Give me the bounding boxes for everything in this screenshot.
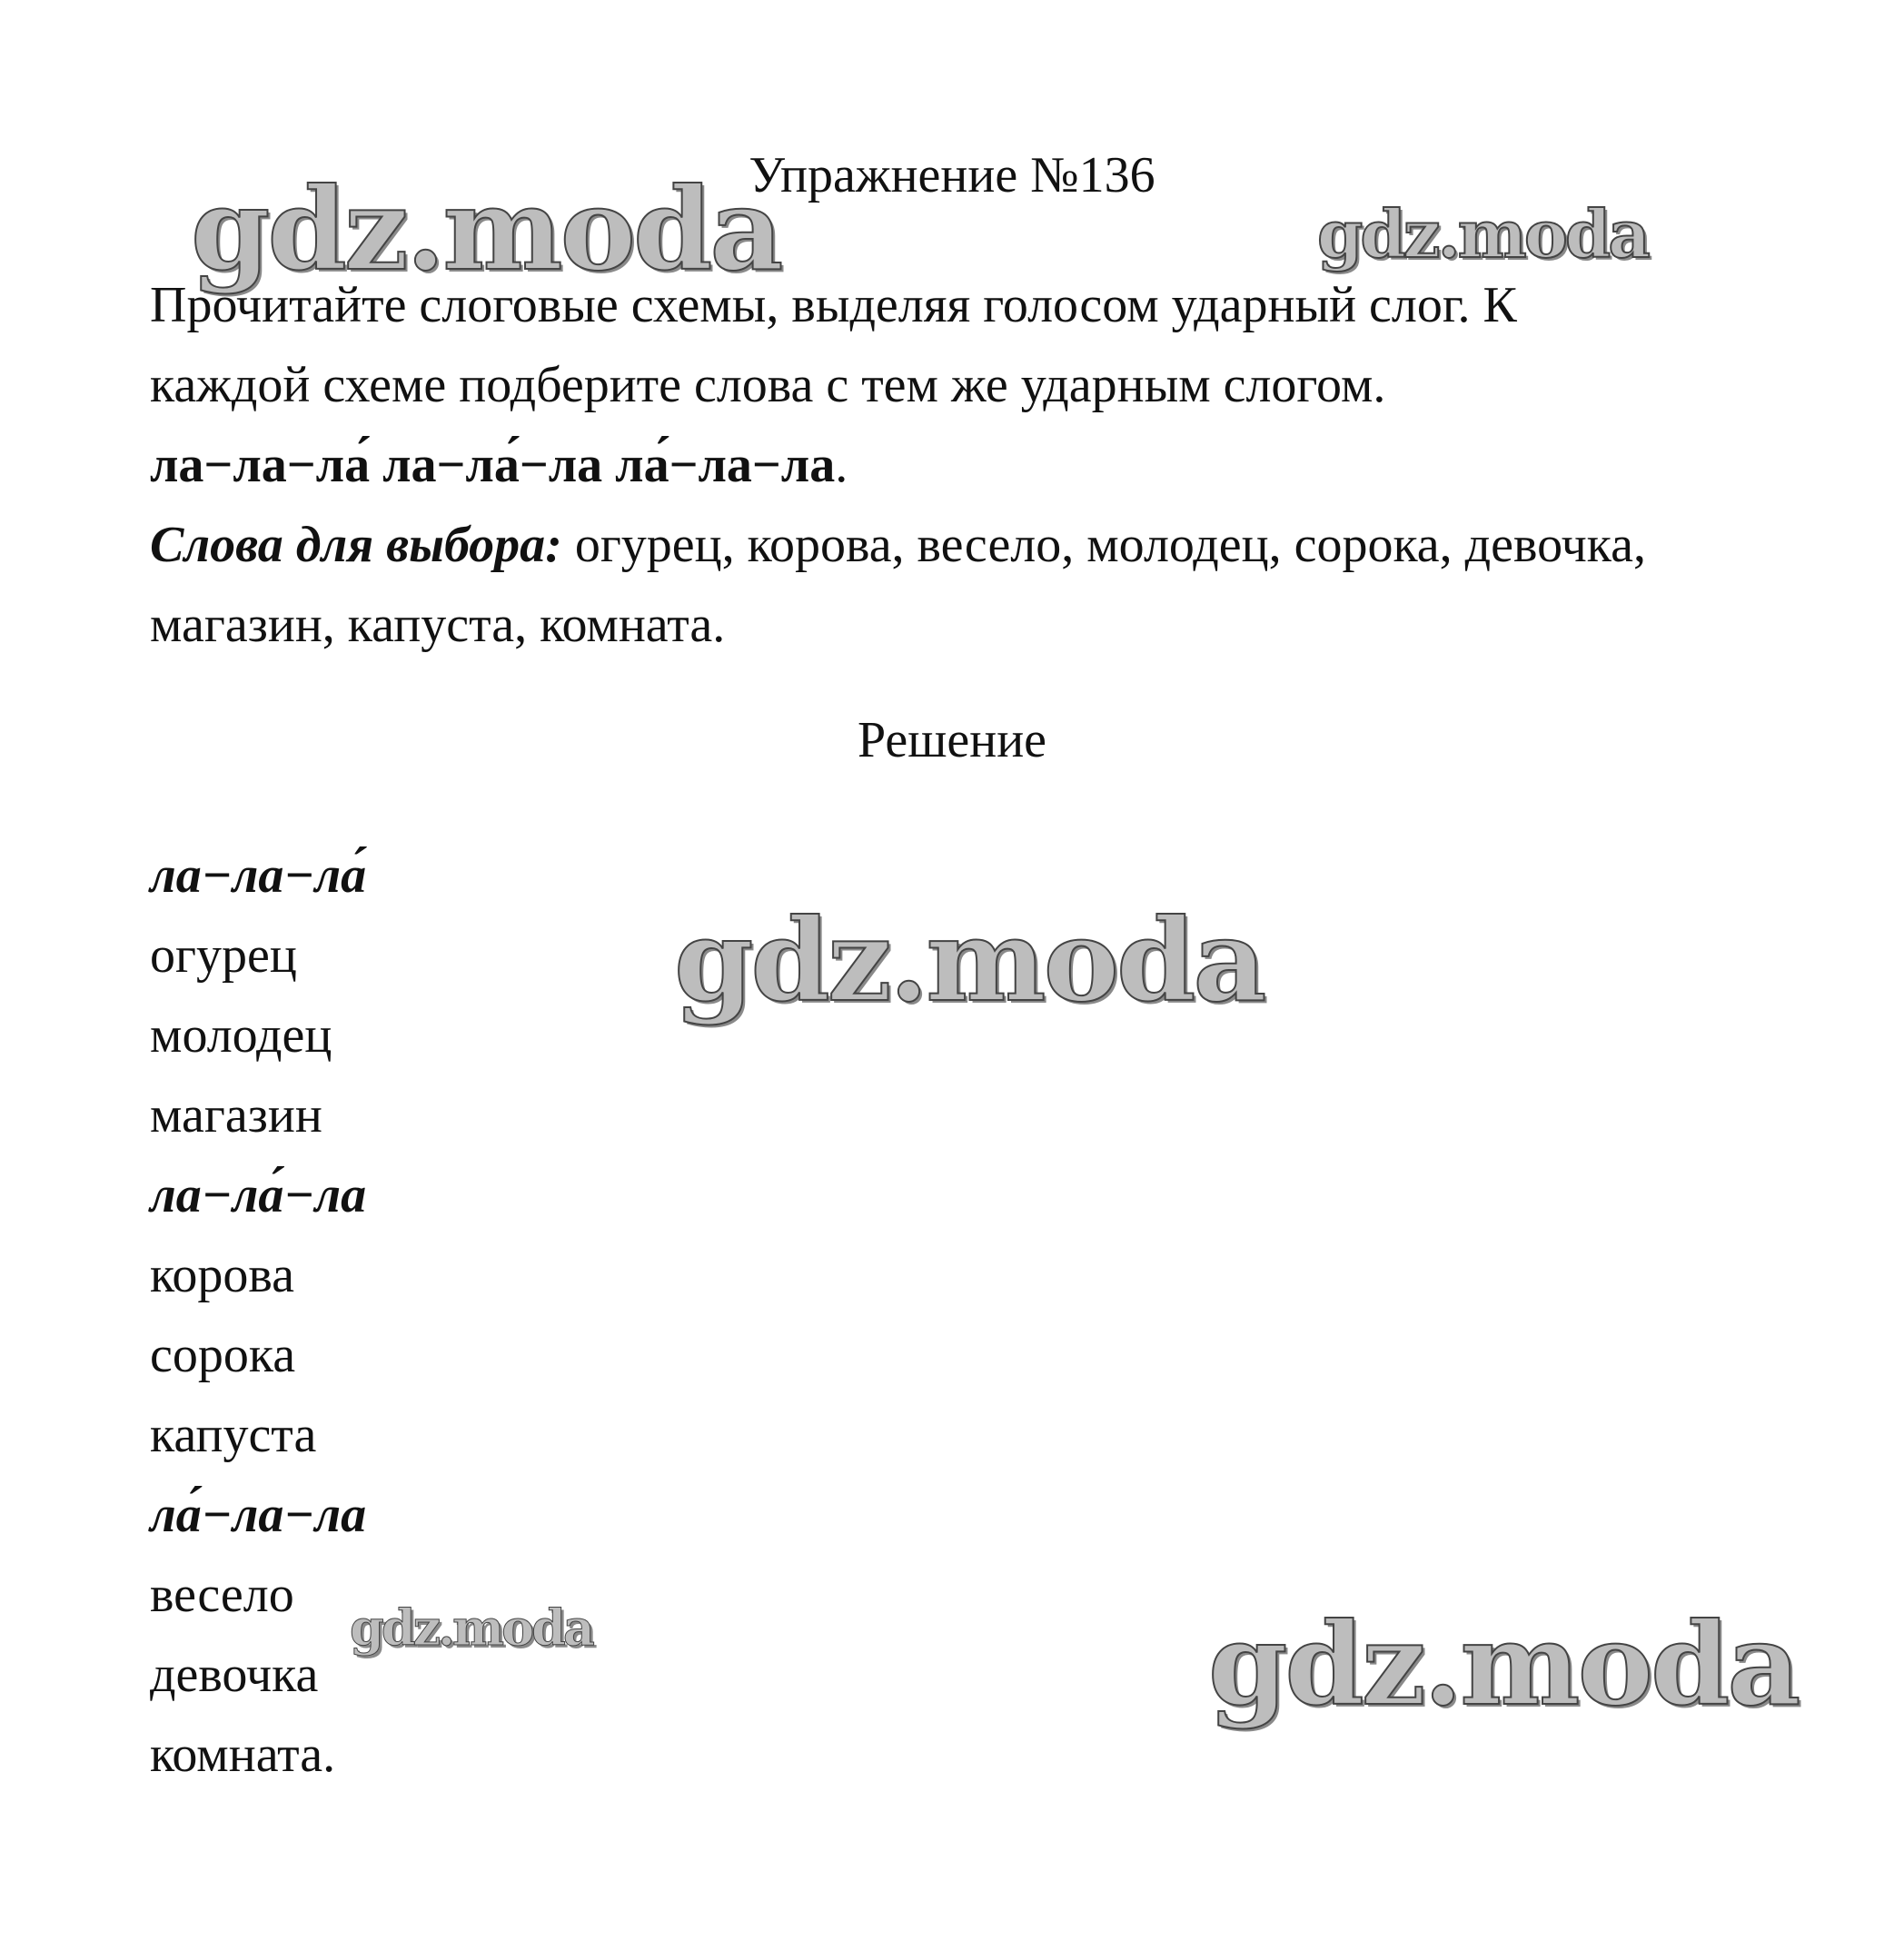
words-line <box>150 505 1776 585</box>
watermark-logo: gdz.moda <box>1208 1599 1799 1731</box>
answer-scheme: ла−ла́−ла <box>150 1167 367 1223</box>
words-line: магазин, капуста, комната. <box>150 597 726 653</box>
answer-scheme: ла́−ла−ла <box>150 1487 367 1543</box>
words-list: огурец, корова, весело, молодец, сорока, девочка, <box>561 517 1646 573</box>
watermark-logo: gdz.moda <box>350 1599 592 1657</box>
schemes-period: . <box>835 437 848 493</box>
answer-list <box>150 836 366 1795</box>
watermark-logo: gdz.moda <box>191 163 781 296</box>
instruction-line: каждой схеме подберите слова с тем же ударным слогом. <box>150 357 1386 413</box>
exercise-title: Упражнение №136 <box>749 147 1155 203</box>
answer-scheme: ла−ла−ла́ <box>150 847 367 904</box>
answer-word: магазин <box>150 1087 322 1143</box>
answer-word: капуста <box>150 1407 317 1463</box>
watermark-logo: gdz.moda <box>674 895 1264 1027</box>
syllable-schemes: ла−ла−ла́ ла−ла́−ла ла́−ла−ла <box>150 437 836 493</box>
answer-word: корова <box>150 1247 294 1303</box>
answer-word: девочка <box>150 1647 319 1703</box>
answer-word: весело <box>150 1567 294 1623</box>
solution-title: Решение <box>857 712 1047 768</box>
answer-word: огурец <box>150 927 297 984</box>
words-label: Слова для выбора: <box>150 517 562 573</box>
answer-word: сорока <box>150 1327 296 1383</box>
answer-word: молодец <box>150 1007 332 1064</box>
task-text <box>150 265 1776 665</box>
watermark-logo: gdz.moda <box>1317 195 1648 272</box>
schemes-line <box>150 425 1776 505</box>
instruction-line: Прочитайте слоговые схемы, выделяя голосом ударный слог. К <box>150 277 1517 333</box>
answer-word: комната. <box>150 1727 336 1783</box>
